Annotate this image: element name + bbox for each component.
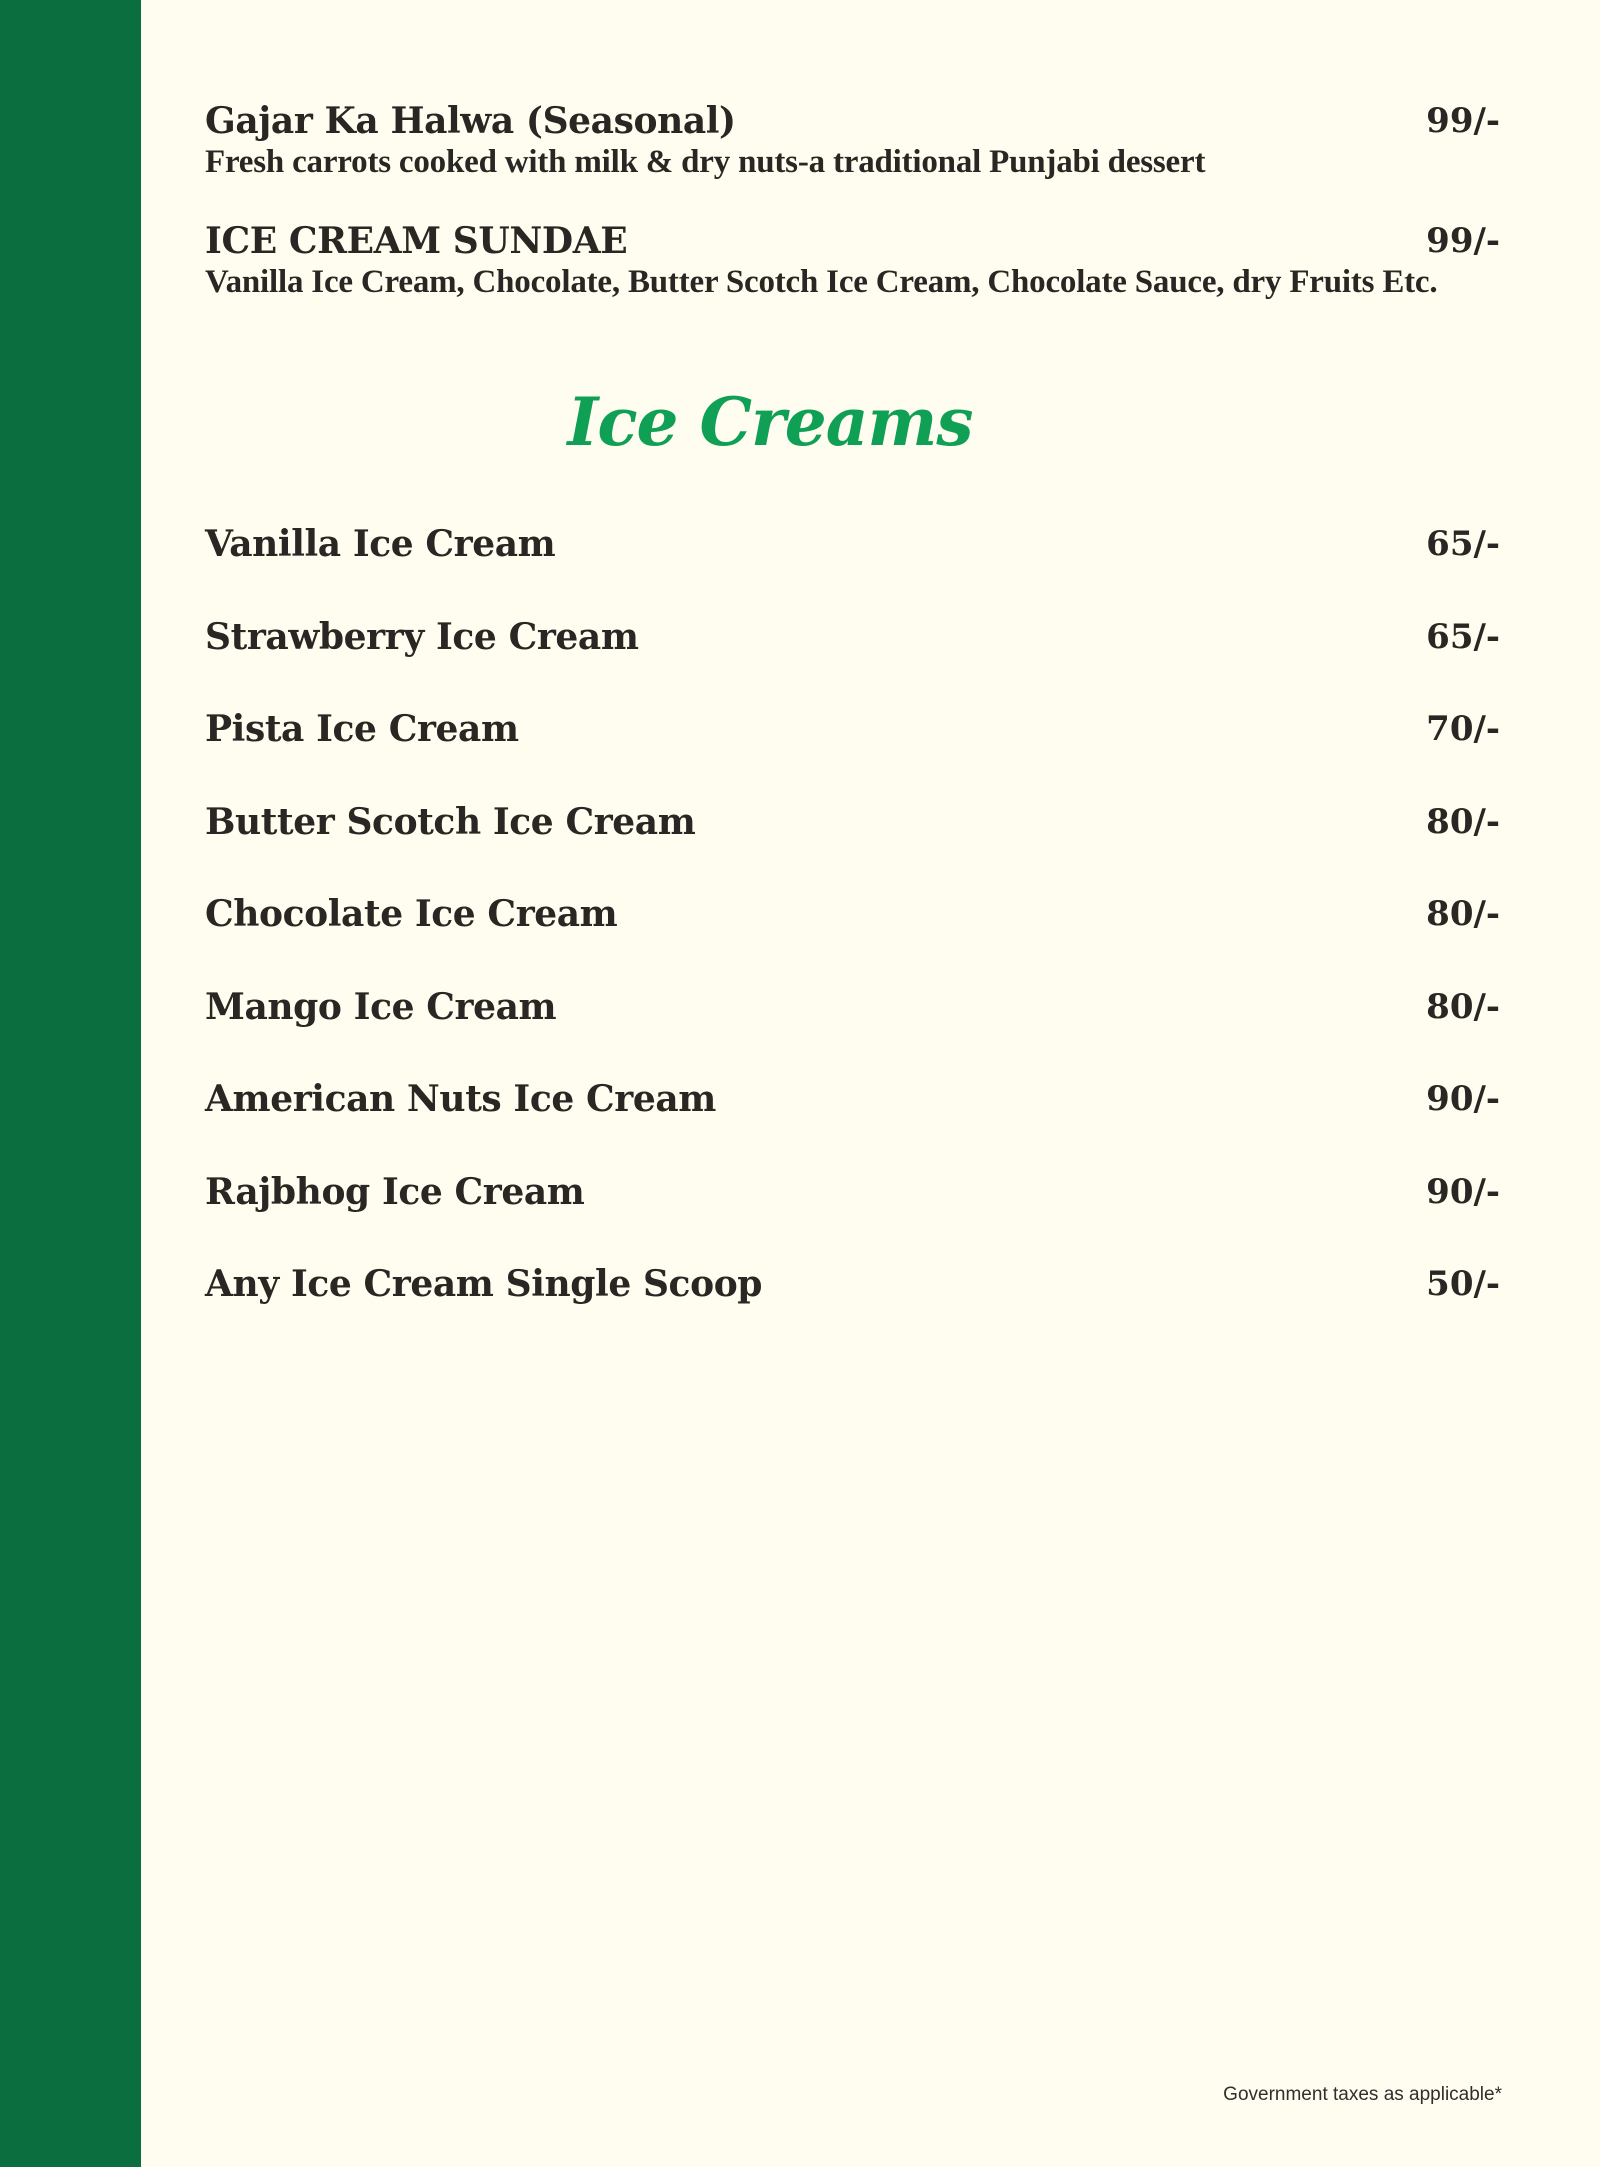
menu-item-name: ICE CREAM SUNDAE [205,220,628,262]
menu-item-name: Pista Ice Cream [205,708,519,750]
menu-item-name: American Nuts Ice Cream [205,1078,716,1120]
menu-item-price: 65/- [1426,617,1500,657]
menu-item-name: Chocolate Ice Cream [205,893,618,935]
menu-item-name: Strawberry Ice Cream [205,616,639,658]
menu-item-price: 50/- [1426,1264,1500,1304]
menu-item-price: 80/- [1426,802,1500,842]
menu-item-price: 80/- [1426,987,1500,1027]
menu-item-name: Any Ice Cream Single Scoop [205,1263,763,1305]
menu-item-price: 90/- [1426,1079,1500,1119]
menu-item-name: Gajar Ka Halwa (Seasonal) [205,100,736,142]
sidebar-stripe [0,0,141,2167]
menu-item-description: Fresh carrots cooked with milk & dry nuts-a traditional Punjabi dessert [205,144,1206,180]
tax-footnote: Government taxes as applicable* [1223,2084,1502,2105]
menu-item-price: 65/- [1426,524,1500,564]
menu-item-description: Vanilla Ice Cream, Chocolate, Butter Scotch Ice Cream, Chocolate Sauce, dry Fruits Etc. [205,264,1438,300]
menu-item-price: 90/- [1426,1172,1500,1212]
menu-item-name: Rajbhog Ice Cream [205,1171,585,1213]
menu-item-price: 80/- [1426,894,1500,934]
menu-item-name: Butter Scotch Ice Cream [205,801,696,843]
ice-cream-list [205,0,1500,2167]
section-title-ice-creams: Ice Creams [567,383,973,461]
menu-item-price: 99/- [1426,101,1500,141]
menu-item-name: Vanilla Ice Cream [205,523,556,565]
menu-item-price: 99/- [1426,221,1500,261]
menu-item-price: 70/- [1426,709,1500,749]
menu-item-name: Mango Ice Cream [205,986,557,1028]
